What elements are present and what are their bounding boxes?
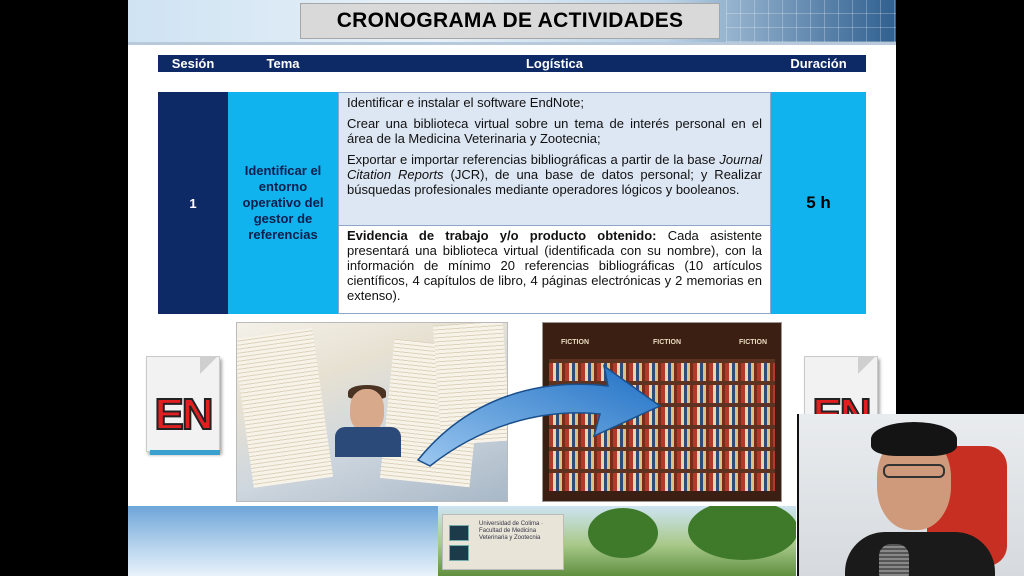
stressed-person [350,389,384,431]
slide-title: CRONOGRAMA DE ACTIVIDADES [300,3,720,39]
page-corner-icon [858,356,876,374]
logistics-item: Identificar e instalar el software EndNote; [347,95,585,110]
person-body [335,427,401,457]
column-header-logistica: Logística [338,55,771,72]
cell-tema: Identificar el entorno operativo del gestor de referencias [228,92,338,314]
university-sign-text: Universidad de Colima · Facultad de Medicina Veterinaria y Zootecnia [479,521,544,541]
sign-screen [449,545,469,561]
bookshelf-row [549,473,775,491]
column-header-sesion: Sesión [158,55,228,72]
logistics-item [347,152,762,197]
logistics-text: (JCR), de una base de datos personal; y Realizar búsquedas profesionales mediante operadores lógicos y booleanos. [347,167,762,197]
evidence-text: Cada asistente presentará una biblioteca virtual (identificada con su nombre), con la información de mínimo 20 referencias bibliográficas (10 artículos científicos, 4 capítulos de libro, 4 páginas electrónicas y 2 memorias en extenso). [347,228,762,303]
sign-screen [449,525,469,541]
library-sign: FICTION [653,339,681,346]
curved-arrow-icon [408,328,668,468]
presenter-body [845,532,995,576]
university-sign [442,514,564,570]
logistics-text: Exportar e importar referencias bibliográficas a partir de la base [347,152,720,167]
cell-duracion: 5 h [771,92,866,314]
campus-photo [438,506,796,576]
library-sign: FICTION [739,339,767,346]
presenter-webcam [797,414,1024,576]
evidence-label: Evidencia de trabajo y/o producto obtenido: [347,228,657,243]
slide [128,0,896,576]
library-sign: FICTION [561,339,589,346]
column-header-duracion: Duración [771,55,866,72]
presenter-hair [871,422,957,456]
tree [688,506,796,560]
bottom-gradient-band [128,506,438,576]
header-divider [128,42,896,45]
logo-stripe [150,450,220,455]
paper-stack [236,328,333,488]
page-corner-icon [200,356,218,374]
cell-logistica [338,92,771,314]
logistics-evidence [338,226,771,314]
column-header-tema: Tema [228,55,338,72]
endnote-logo-text: EN [154,390,212,439]
cell-sesion: 1 [158,92,228,314]
glasses-icon [883,464,945,478]
logistics-activities [338,92,771,226]
microphone-icon [879,544,909,576]
journal-name: Journal Citation Reports [347,152,762,182]
decorative-tiles [726,0,896,42]
endnote-logo-left [140,356,226,456]
logistics-item: Crear una biblioteca virtual sobre un tema de interés personal en el área de la Medicina Veterinaria y Zootecnia; [347,116,762,146]
tree [588,508,658,558]
